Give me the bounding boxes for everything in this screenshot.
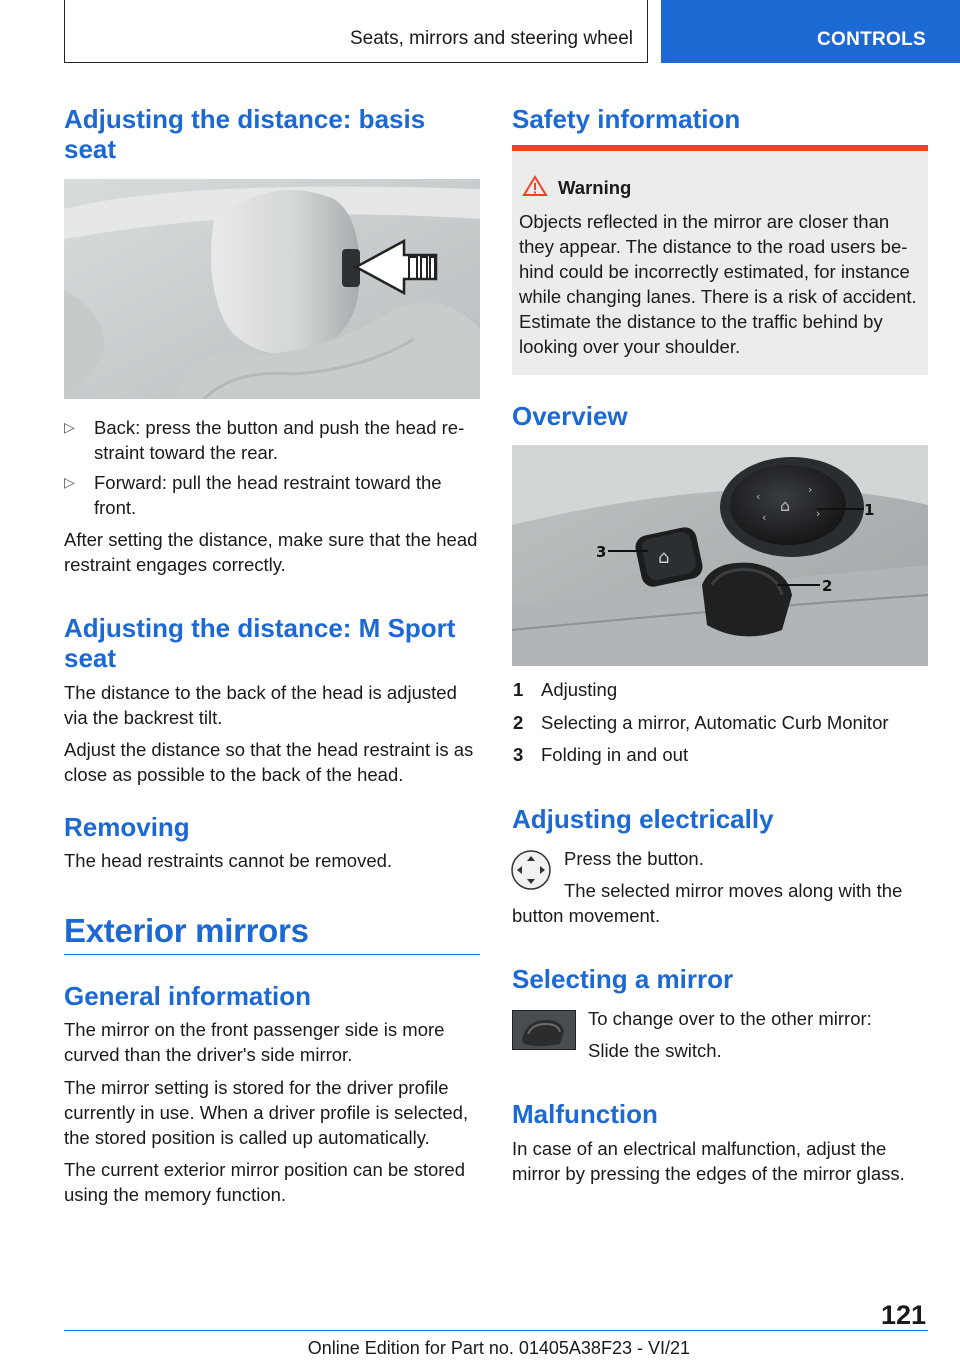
paragraph-general-3: The current exterior mirror position can be stored using the memory function. xyxy=(64,1159,466,1205)
heading-exterior-mirrors: Exterior mirrors xyxy=(64,912,309,949)
heading-removing: Removing xyxy=(64,812,190,842)
svg-text:›: › xyxy=(816,507,821,520)
paragraph-press-button: Press the button. xyxy=(564,848,704,869)
list-item: ▷ Forward: pull the head restraint toward the front. xyxy=(64,472,442,518)
heading-selecting-mirror: Selecting a mirror xyxy=(512,964,734,994)
callout-3: 3 xyxy=(596,543,607,561)
heading-overview: Overview xyxy=(512,401,628,431)
head-restraint-illustration xyxy=(64,179,480,399)
heading-general-information: General information xyxy=(64,981,312,1011)
paragraph-m-sport-2: Adjust the distance so that the head restraint is as close as possible to the back of the head. xyxy=(64,739,474,785)
list-item: ▷ Back: press the button and push the head restraint toward the rear. xyxy=(64,417,465,463)
bullet-triangle-icon: ▷ xyxy=(64,474,75,490)
heading-malfunction: Malfunction xyxy=(512,1099,658,1129)
edition-info: Online Edition for Part no. 01405A38F23 - VI/21 xyxy=(307,1338,690,1358)
mirror-controls-illustration xyxy=(512,445,928,666)
paragraph-malfunction: In case of an electrical malfunction, adjust the mirror by pressing the edges of the mirror glass. xyxy=(512,1138,905,1184)
svg-text:‹: ‹ xyxy=(756,490,761,503)
paragraph-mirror-moves: The selected mirror moves along with the button movement. xyxy=(512,880,903,926)
paragraph-change-over: To change over to the other mirror: xyxy=(588,1008,872,1029)
warning-box xyxy=(512,145,928,375)
heading-m-sport-seat: Adjusting the distance: M Sport seat xyxy=(64,613,456,673)
chapter-title: CONTROLS xyxy=(816,29,926,50)
paragraph-after-setting: After setting the distance, make sure that the head restraint engages correctly. xyxy=(64,529,478,575)
heading-adjusting-electrically: Adjusting electrically xyxy=(512,804,774,834)
heading-rule xyxy=(64,954,480,955)
svg-text:⌂: ⌂ xyxy=(780,496,791,515)
warning-text: Objects reflected in the mirror are closer than they appear. The distance to the road users behind could be incorrectly estimated, for instance while changing lanes. There is a risk of accident. Estimate the distance to the traffic behind by looking over your shoulder. xyxy=(519,211,917,357)
mirror-controls-photo xyxy=(512,445,928,666)
svg-text:‹: ‹ xyxy=(762,511,767,524)
warning-triangle-icon xyxy=(522,175,548,197)
heading-safety-information: Safety information xyxy=(512,104,741,134)
warning-title: Warning xyxy=(558,177,632,198)
bullet-triangle-icon: ▷ xyxy=(64,419,75,435)
mirror-select-switch-icon xyxy=(512,1010,576,1050)
paragraph-m-sport-1: The distance to the back of the head is adjusted via the backrest tilt. xyxy=(64,682,457,728)
callout-1: 1 xyxy=(864,501,875,519)
running-header-chapter xyxy=(661,0,960,63)
paragraph-general-1: The mirror on the front passenger side is more curved than the driver's side mirror. xyxy=(64,1019,445,1065)
section-title: Seats, mirrors and steering wheel xyxy=(349,28,633,49)
heading-basis-seat: Adjusting the distance: basis seat xyxy=(64,104,426,164)
running-header-section xyxy=(64,0,648,63)
page-number: 121 xyxy=(880,1300,926,1330)
paragraph-general-2: The mirror setting is stored for the driver profile currently in use. When a driver profile is selected, the stored position is called up automatically. xyxy=(64,1077,469,1148)
paragraph-slide-switch: Slide the switch. xyxy=(588,1040,722,1061)
paragraph-removing: The head restraints cannot be removed. xyxy=(64,850,393,871)
svg-text:⌂: ⌂ xyxy=(658,547,670,568)
svg-text:›: › xyxy=(808,483,813,496)
head-restraint-photo xyxy=(64,179,480,399)
callout-2: 2 xyxy=(822,577,833,595)
footer-rule xyxy=(64,1330,928,1331)
